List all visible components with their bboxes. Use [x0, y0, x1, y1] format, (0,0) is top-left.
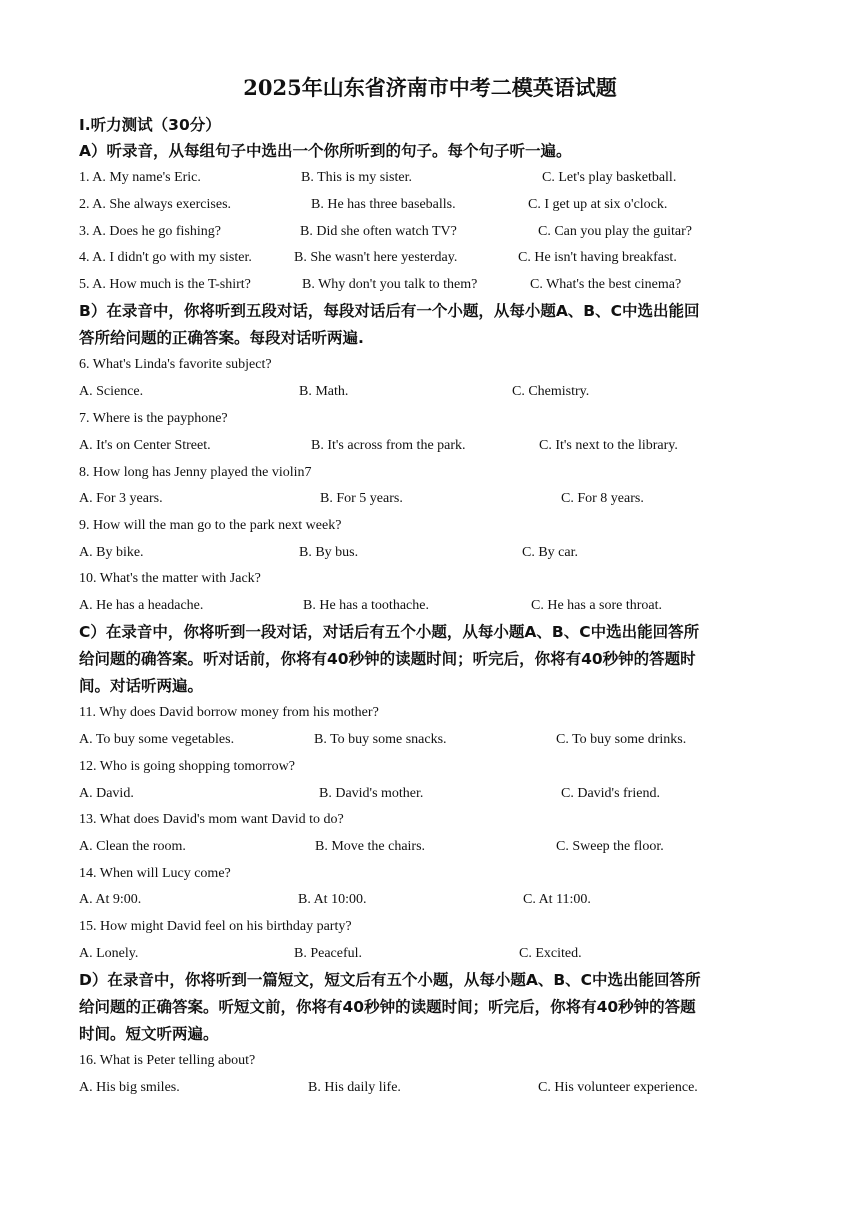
option-c: C. Chemistry.	[512, 384, 590, 399]
item-option-b: B. This is my sister.	[301, 170, 412, 185]
part-a-instruction	[79, 138, 785, 165]
option-c: C. For 8 years.	[561, 491, 644, 506]
question-text: 9. How will the man go to the park next week?	[79, 518, 342, 533]
option-b: B. By bus.	[299, 545, 359, 560]
part-a-instruction-line: A）听录音，从每组句子中选出一个你所听到的句子。每个句子听一遍。	[79, 142, 572, 160]
option-b: B. For 5 years.	[320, 491, 403, 506]
option-b: B. David's mother.	[319, 786, 424, 801]
question-text: 8. How long has Jenny played the violin7	[79, 465, 312, 480]
option-b: B. Move the chairs.	[315, 839, 426, 854]
option-b: B. Peaceful.	[294, 946, 363, 961]
part-c-instruction	[79, 619, 785, 700]
option-a: A. To buy some vegetables.	[79, 732, 235, 747]
option-a: A. He has a headache.	[79, 598, 204, 613]
option-a: A. It's on Center Street.	[79, 438, 211, 453]
option-a: A. His big smiles.	[79, 1080, 180, 1095]
option-b: B. At 10:00.	[298, 892, 367, 907]
item-option-a: 4. A. I didn't go with my sister.	[79, 250, 252, 265]
part-d-instruction-line: 给问题的正确答案。听短文前，你将有40秒钟的读题时间；听完后，你将有40秒钟的答题	[79, 998, 696, 1016]
item-option-c: C. He isn't having breakfast.	[518, 250, 677, 265]
item-option-b: B. Did she often watch TV?	[300, 224, 457, 239]
option-b: B. It's across from the park.	[311, 438, 466, 453]
item-option-a: 5. A. How much is the T-shirt?	[79, 277, 251, 292]
question-text: 13. What does David's mom want David to do?	[79, 812, 344, 827]
item-option-c: C. Let's play basketball.	[542, 170, 677, 185]
item-option-b: B. He has three baseballs.	[311, 197, 456, 212]
item-option-a: 2. A. She always exercises.	[79, 197, 232, 212]
question-text: 14. When will Lucy come?	[79, 866, 231, 881]
item-option-c: C. I get up at six o'clock.	[528, 197, 668, 212]
option-a: A. Lonely.	[79, 946, 139, 961]
part-d-instruction-line: D）在录音中，你将听到一篇短文，短文后有五个小题，从每小题A、B、C中选出能回答所	[79, 971, 701, 989]
question-text: 6. What's Linda's favorite subject?	[79, 357, 272, 372]
part-d-instruction-line: 时间。短文听两遍。	[79, 1025, 219, 1043]
question-text: 7. Where is the payphone?	[79, 411, 228, 426]
question-text: 10. What's the matter with Jack?	[79, 571, 261, 586]
option-c: C. David's friend.	[561, 786, 660, 801]
item-option-a: 3. A. Does he go fishing?	[79, 224, 221, 239]
question-text: 15. How might David feel on his birthday party?	[79, 919, 352, 934]
option-c: C. His volunteer experience.	[538, 1080, 698, 1095]
part-b-instruction	[79, 298, 785, 352]
option-c: C. Excited.	[519, 946, 582, 961]
option-c: C. He has a sore throat.	[531, 598, 663, 613]
option-c: C. By car.	[522, 545, 578, 560]
option-c: C. Sweep the floor.	[556, 839, 664, 854]
section-heading-listening: I.听力测试（30分）	[79, 116, 221, 134]
question-text: 16. What is Peter telling about?	[79, 1053, 256, 1068]
option-c: C. At 11:00.	[523, 892, 591, 907]
option-a: A. Science.	[79, 384, 144, 399]
option-c: C. It's next to the library.	[539, 438, 678, 453]
exam-title: 2025年山东省济南市中考二模英语试题	[243, 75, 617, 100]
option-c: C. To buy some drinks.	[556, 732, 687, 747]
option-a: A. Clean the room.	[79, 839, 186, 854]
option-a: A. For 3 years.	[79, 491, 163, 506]
part-d-instruction	[79, 967, 785, 1048]
option-a: A. By bike.	[79, 545, 144, 560]
part-c-instruction-line: 给问题的确答案。听对话前，你将有40秒钟的读题时间；听完后，你将有40秒钟的答题时	[79, 650, 696, 668]
option-a: A. At 9:00.	[79, 892, 142, 907]
item-option-a: 1. A. My name's Eric.	[79, 170, 201, 185]
option-b: B. Math.	[299, 384, 349, 399]
item-option-c: C. What's the best cinema?	[530, 277, 682, 292]
item-option-b: B. Why don't you talk to them?	[302, 277, 478, 292]
item-option-c: C. Can you play the guitar?	[538, 224, 692, 239]
item-option-b: B. She wasn't here yesterday.	[294, 250, 458, 265]
option-a: A. David.	[79, 786, 134, 801]
option-b: B. His daily life.	[308, 1080, 401, 1095]
option-b: B. To buy some snacks.	[314, 732, 447, 747]
part-c-instruction-line: C）在录音中，你将听到一段对话，对话后有五个小题，从每小题A、B、C中选出能回答所	[79, 623, 700, 641]
question-text: 12. Who is going shopping tomorrow?	[79, 759, 295, 774]
question-text: 11. Why does David borrow money from his mother?	[79, 705, 379, 720]
option-b: B. He has a toothache.	[303, 598, 429, 613]
part-b-instruction-line: 答所给问题的正确答案。每段对话听两遍.	[79, 329, 364, 347]
part-b-instruction-line: B）在录音中，你将听到五段对话，每段对话后有一个小题，从每小题A、B、C中选出能回	[79, 302, 700, 320]
part-c-instruction-line: 间。对话听两遍。	[79, 677, 204, 695]
